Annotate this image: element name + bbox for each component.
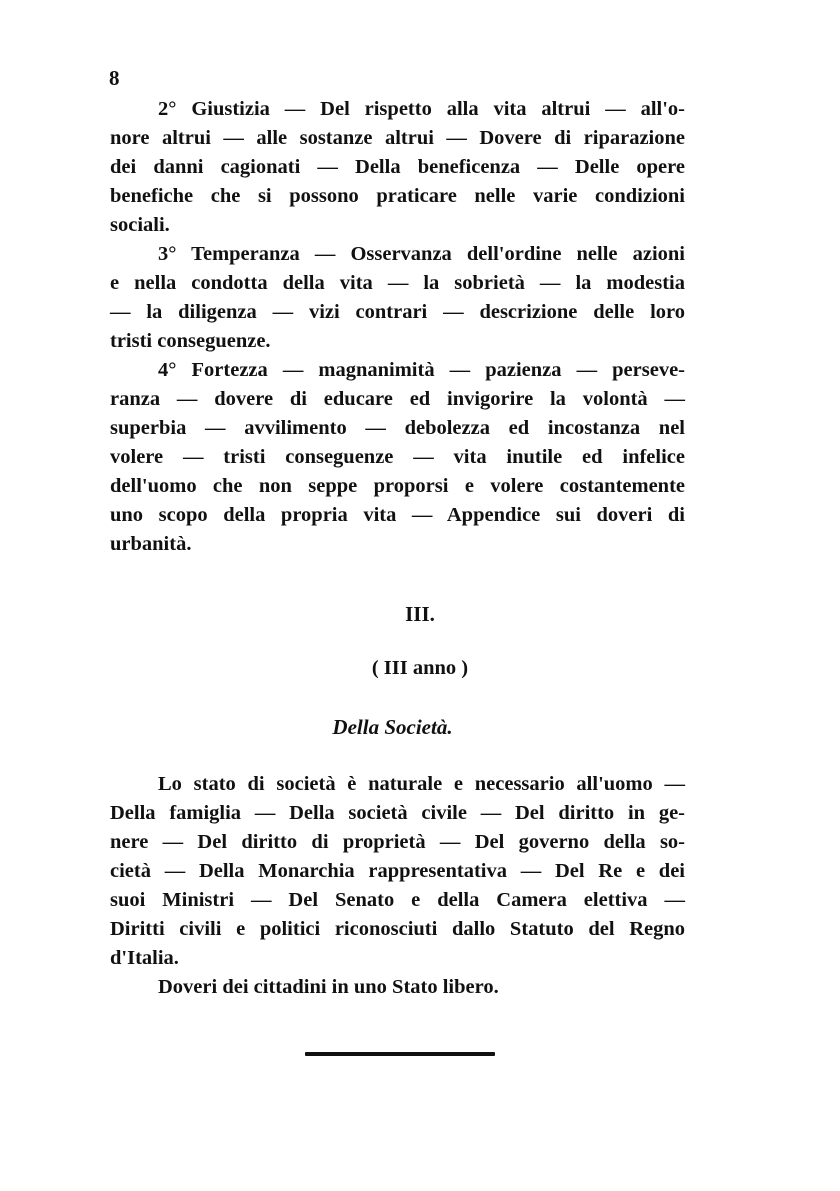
text-line: ranza — dovere di educare ed invigorire la volontà — bbox=[110, 388, 685, 410]
text-line: Della famiglia — Della società civile — Del diritto in ge- bbox=[110, 802, 685, 824]
paragraph-giustizia bbox=[110, 95, 685, 240]
text-line: d'Italia. bbox=[110, 947, 179, 969]
text-line: volere — tristi conseguenze — vita inutile ed infelice bbox=[110, 446, 685, 468]
text-line: Diritti civili e politici riconosciuti dallo Statuto del Regno bbox=[110, 918, 685, 940]
text-line: urbanità. bbox=[110, 533, 192, 555]
text-line: — la diligenza — vizi contrari — descrizione delle loro bbox=[110, 301, 685, 323]
text-line: Lo stato di società è naturale e necessario all'uomo — bbox=[158, 773, 685, 795]
bottom-text-block bbox=[110, 770, 685, 1002]
paragraph-doveri bbox=[110, 973, 685, 1002]
paragraph-fortezza bbox=[110, 356, 685, 559]
text-line: tristi conseguenze. bbox=[110, 330, 271, 352]
text-line: 2° Giustizia — Del rispetto alla vita altrui — all'o- bbox=[158, 98, 685, 120]
paragraph-temperanza bbox=[110, 240, 685, 356]
text-line: benefiche che si possono praticare nelle varie condizioni bbox=[110, 185, 685, 207]
text-line: uno scopo della propria vita — Appendice sui doveri di bbox=[110, 504, 685, 526]
text-line: dell'uomo che non seppe proporsi e volere costantemente bbox=[110, 475, 685, 497]
text-line: 3° Temperanza — Osservanza dell'ordine nelle azioni bbox=[158, 243, 685, 265]
text-line: 4° Fortezza — magnanimità — pazienza — perseve- bbox=[158, 359, 685, 381]
top-text-block bbox=[110, 95, 685, 559]
text-line: Doveri dei cittadini in uno Stato libero. bbox=[158, 976, 499, 998]
text-line: dei danni cagionati — Della beneficenza — Delle opere bbox=[110, 156, 685, 178]
text-line: nere — Del diritto di proprietà — Del governo della so- bbox=[110, 831, 685, 853]
paragraph-societa bbox=[110, 770, 685, 973]
text-line: superbia — avvilimento — debolezza ed incostanza nel bbox=[110, 417, 685, 439]
text-line: nore altrui — alle sostanze altrui — Dovere di riparazione bbox=[110, 127, 685, 149]
part-number: III. bbox=[405, 602, 435, 626]
page-number: 8 bbox=[109, 66, 120, 90]
part-year: ( III anno ) bbox=[371, 657, 469, 679]
text-line: suoi Ministri — Del Senato e della Camera elettiva — bbox=[110, 889, 685, 911]
text-line: sociali. bbox=[110, 214, 170, 236]
text-line: cietà — Della Monarchia rappresentativa — Del Re e dei bbox=[110, 860, 685, 882]
text-line: e nella condotta della vita — la sobrietà — la modestia bbox=[110, 272, 685, 294]
closing-rule bbox=[305, 1052, 495, 1056]
part-title: Della Società. bbox=[332, 715, 453, 739]
